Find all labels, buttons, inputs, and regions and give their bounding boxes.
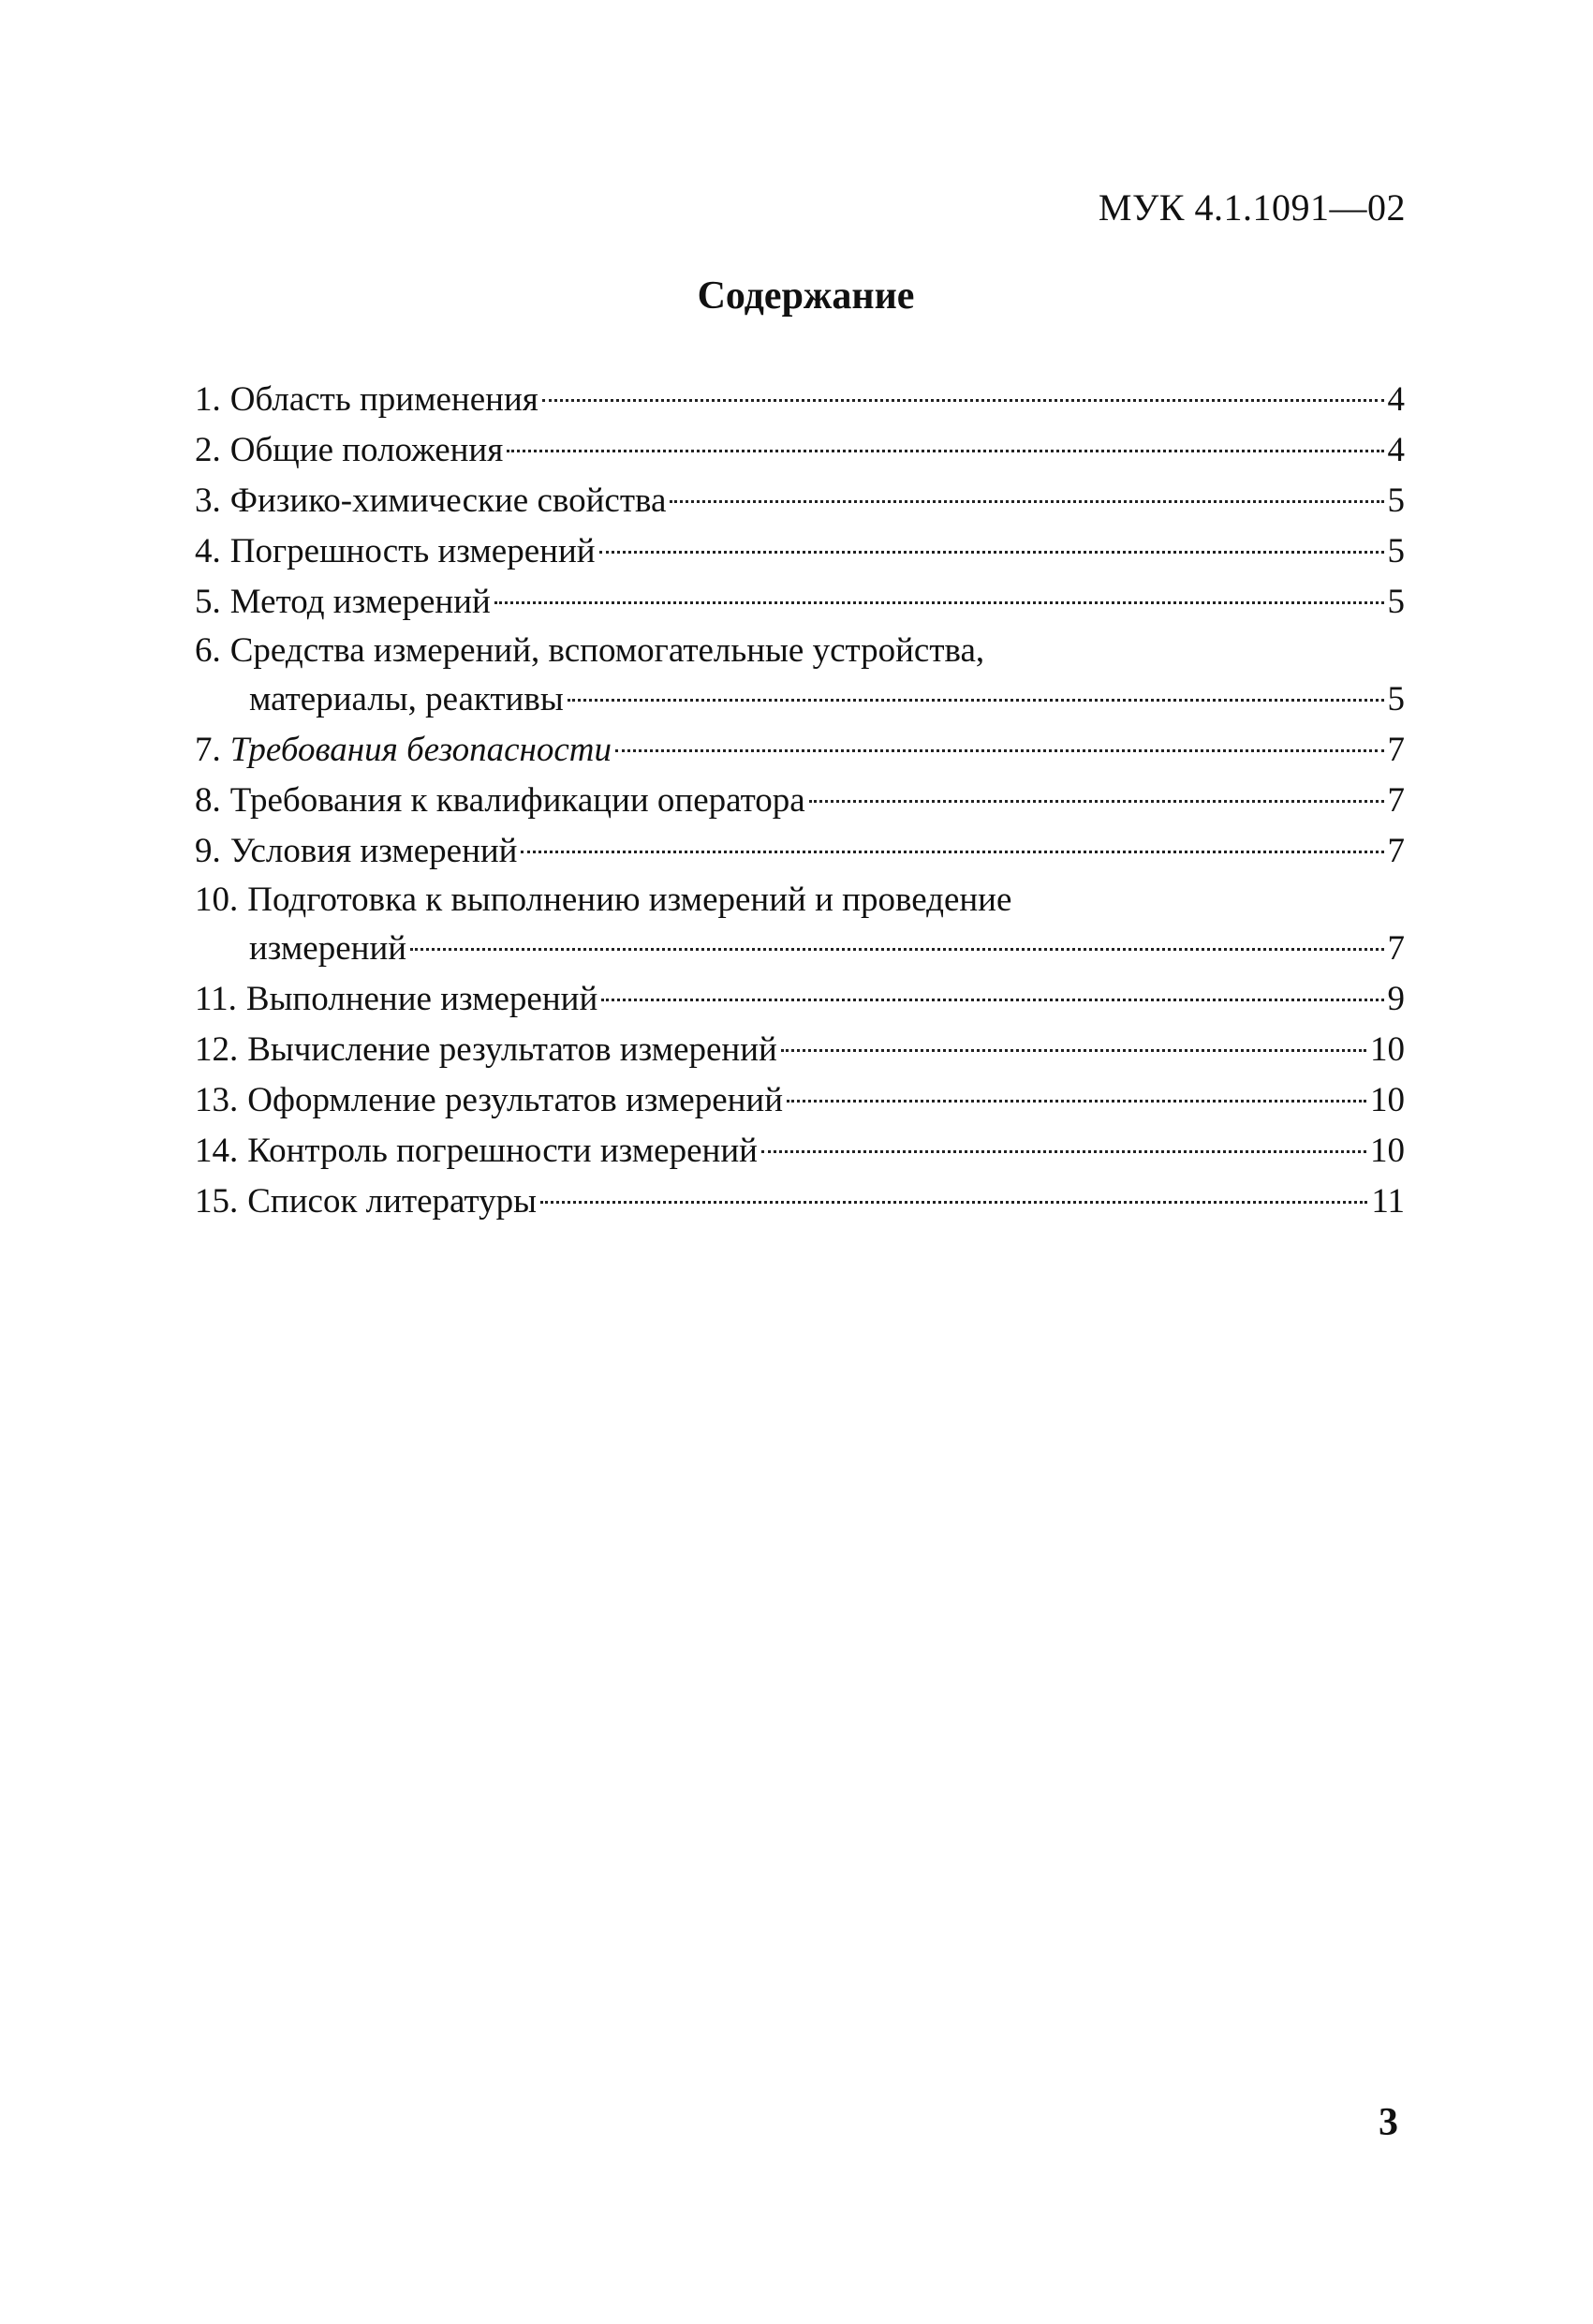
dot-leader <box>787 1100 1366 1103</box>
toc-item-page: 10 <box>1370 1132 1405 1170</box>
toc-item <box>195 425 1405 476</box>
dot-leader <box>761 1150 1366 1153</box>
toc-item-title: Метод измерений <box>229 583 491 621</box>
toc-item <box>195 628 1405 725</box>
dot-leader <box>494 601 1384 604</box>
toc-item-page: 5 <box>1387 481 1405 520</box>
toc-item-page: 11 <box>1371 1182 1405 1221</box>
toc-item-page: 7 <box>1387 929 1405 968</box>
toc-item <box>195 1126 1405 1177</box>
toc-item-page: 7 <box>1387 832 1405 870</box>
toc-item <box>195 375 1405 425</box>
dot-leader <box>521 851 1383 853</box>
dot-leader <box>568 699 1384 702</box>
toc-item-number: 11. <box>195 980 237 1018</box>
toc-item-page: 10 <box>1370 1081 1405 1119</box>
toc-item-number: 8. <box>195 781 221 820</box>
toc-item-title: Контроль погрешности измерений <box>247 1132 758 1170</box>
toc-item-page: 10 <box>1370 1030 1405 1069</box>
toc-item-number: 10. <box>195 881 239 919</box>
toc-item-page: 5 <box>1387 583 1405 621</box>
toc-item-title-continuation: измерений <box>249 929 407 968</box>
toc-item-page: 4 <box>1387 431 1405 469</box>
document-code: МУК 4.1.1091—02 <box>1098 186 1406 229</box>
toc-item <box>195 1075 1405 1126</box>
toc-item <box>195 1177 1405 1227</box>
toc-item <box>195 1025 1405 1075</box>
toc-item-page: 5 <box>1387 532 1405 570</box>
toc-item-number: 14. <box>195 1132 239 1170</box>
dot-leader <box>601 999 1383 1001</box>
dot-leader <box>410 948 1383 951</box>
toc-item <box>195 725 1405 776</box>
toc-item <box>195 577 1405 628</box>
toc-item-page: 7 <box>1387 731 1405 769</box>
toc-item-page: 5 <box>1387 680 1405 718</box>
toc-item <box>195 826 1405 877</box>
toc-item-number: 9. <box>195 832 221 870</box>
table-of-contents <box>195 375 1405 1227</box>
toc-item-number: 13. <box>195 1081 239 1119</box>
toc-title: Содержание <box>697 274 915 318</box>
toc-item-page: 7 <box>1387 781 1405 820</box>
toc-item-number: 1. <box>195 380 221 419</box>
toc-item-title-continuation: материалы, реактивы <box>249 680 564 718</box>
toc-item-number: 3. <box>195 481 221 520</box>
toc-item <box>195 476 1405 526</box>
toc-item-title: Оформление результатов измерений <box>247 1081 784 1119</box>
dot-leader <box>615 749 1384 752</box>
toc-item-title: Выполнение измерений <box>245 980 598 1018</box>
toc-item-number: 7. <box>195 731 221 769</box>
toc-item-number: 4. <box>195 532 221 570</box>
dot-leader <box>507 450 1383 452</box>
dot-leader <box>809 800 1384 803</box>
toc-item <box>195 776 1405 826</box>
toc-item-page: 4 <box>1387 380 1405 419</box>
toc-item-title: Подготовка к выполнению измерений и проведение <box>247 881 1012 919</box>
page-number: 3 <box>1379 2101 1398 2144</box>
toc-item-title: Список литературы <box>247 1182 538 1221</box>
toc-item-title: Требования безопасности <box>229 731 612 769</box>
toc-item-number: 15. <box>195 1182 239 1221</box>
toc-item-title: Погрешность измерений <box>229 532 596 570</box>
toc-item-title: Область применения <box>229 380 538 419</box>
toc-item-number: 6. <box>195 631 221 670</box>
dot-leader <box>542 399 1384 402</box>
toc-item-title: Условия измерений <box>229 832 518 870</box>
toc-item-title: Общие положения <box>229 431 504 469</box>
toc-item-number: 12. <box>195 1030 239 1069</box>
toc-item <box>195 974 1405 1025</box>
toc-item-number: 5. <box>195 583 221 621</box>
toc-item-title: Требования к квалификации оператора <box>229 781 805 820</box>
toc-item-title: Вычисление результатов измерений <box>247 1030 777 1069</box>
toc-item-number: 2. <box>195 431 221 469</box>
toc-item <box>195 526 1405 577</box>
dot-leader <box>670 500 1383 503</box>
toc-item-title: Физико-химические свойства <box>229 481 667 520</box>
toc-item <box>195 877 1405 974</box>
toc-item-page: 9 <box>1387 980 1405 1018</box>
dot-leader <box>599 551 1384 554</box>
toc-item-title: Средства измерений, вспомогательные устройства, <box>229 631 985 670</box>
dot-leader <box>540 1201 1367 1204</box>
dot-leader <box>781 1049 1366 1052</box>
